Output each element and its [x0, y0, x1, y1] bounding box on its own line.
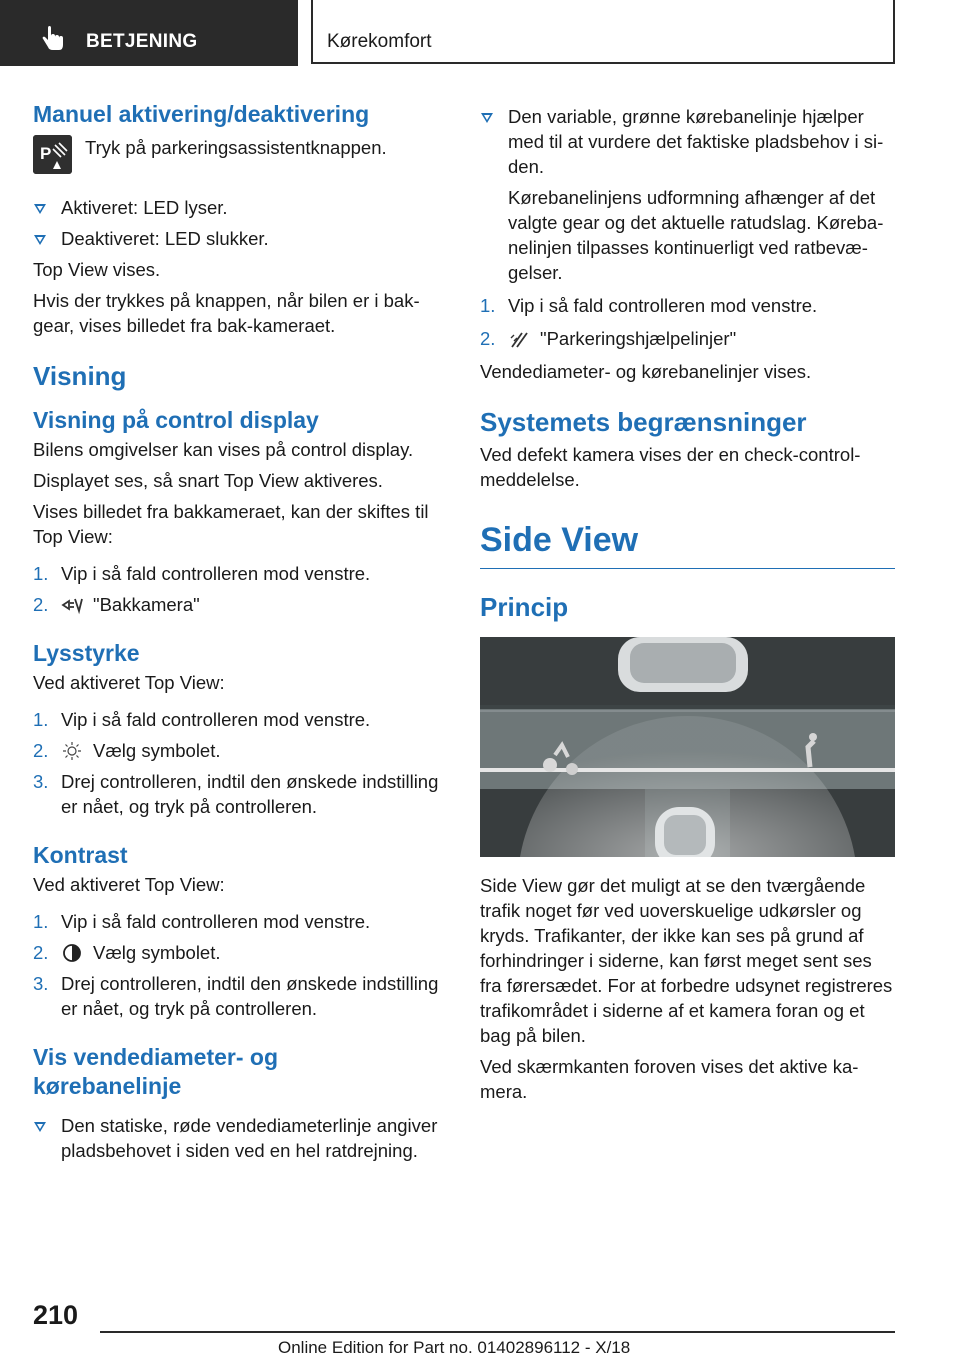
- cd-paragraph-3: Vises billedet fra bakkameraet, kan der skiftes til Top View:: [33, 501, 429, 547]
- brightness-icon: [61, 741, 83, 761]
- side-view-image: [480, 637, 895, 857]
- left-column: [33, 100, 448, 1163]
- triangle-bullet-icon: [34, 204, 46, 214]
- list-item: 1. Vip i så fald controlleren mod venstre.: [33, 709, 371, 730]
- manual-intro: Tryk på parkeringsassistentknappen.: [85, 137, 387, 158]
- section-tab: [0, 0, 298, 66]
- hand-pointer-icon: [40, 26, 66, 52]
- cd-paragraph-2: Displayet ses, så snart Top View aktiveres.: [33, 470, 383, 491]
- list-item: 2. Vælg symbolet.: [33, 942, 221, 963]
- list-item: Den statiske, røde vendediameterlinje angiver pladsbehovet i siden ved en hel ratdrejning.: [33, 1113, 448, 1163]
- green-continuation: Kørebanelinjens udformning afhænger af det valgte gear og det aktuelle ratudslag. Kørebanelinjen tilpasses kontinuerligt ved ratbevægelser.: [508, 187, 884, 283]
- lys-intro: Ved aktiveret Top View:: [33, 672, 225, 693]
- manual-activation-heading: Manuel aktivering/deaktivering: [33, 101, 370, 127]
- contrast-icon: [61, 943, 83, 963]
- triangle-bullet-icon: [34, 1122, 46, 1132]
- limits-heading: Systemets begrænsninger: [480, 407, 807, 437]
- list-item: Deaktiveret: LED slukker.: [33, 226, 448, 251]
- limits-paragraph: Ved defekt kamera vises der en check-control-meddelelse.: [480, 444, 861, 490]
- footer-divider: [100, 1331, 895, 1333]
- list-item: 1. Vip i så fald controlleren mod venstre.: [33, 563, 371, 584]
- parking-assistant-button-icon: [33, 135, 72, 174]
- list-item: 1. Vip i så fald controlleren mod venstre.: [33, 911, 371, 932]
- button-row: [33, 135, 448, 187]
- right-column: [480, 104, 895, 1104]
- list-item: 3. Drej controlleren, indtil den ønskede indstilling er nået, og tryk på controlleren.: [33, 771, 439, 817]
- rear-camera-icon: [61, 595, 83, 615]
- list-item: Den variable, grønne kørebanelinje hjælper med til at vurdere det faktiske pladsbehov i siden.: [480, 104, 895, 179]
- chapter-label: Kørekomfort: [327, 31, 432, 52]
- list-item: 2. "Bakkamera": [33, 594, 200, 615]
- lysstyrke-heading: Lysstyrke: [33, 640, 140, 666]
- list-item: Aktiveret: LED lyser.: [33, 195, 448, 220]
- visning-cd-heading: Visning på control display: [33, 407, 319, 433]
- kontrast-heading: Kontrast: [33, 842, 128, 868]
- triangle-bullet-icon: [34, 235, 46, 245]
- list-item: 2. "Parkeringshjælpelinjer": [480, 328, 737, 349]
- princip-heading: Princip: [480, 592, 569, 622]
- svg-text:P: P: [40, 144, 52, 163]
- vend-heading: Vis vendediameter- og kørebanelinje: [33, 1044, 278, 1099]
- list-item: 2. Vælg symbolet.: [33, 740, 221, 761]
- visning-heading: Visning: [33, 361, 127, 391]
- triangle-bullet-icon: [481, 113, 493, 123]
- side-view-heading: Side View: [480, 518, 895, 569]
- list-item: 3. Drej controlleren, indtil den ønskede indstilling er nået, og tryk på controlleren.: [33, 973, 439, 1019]
- chapter-box: [311, 0, 895, 64]
- reverse-paragraph: Hvis der trykkes på knappen, når bilen er i bakgear, vises billedet fra bak-kameraet.: [33, 290, 420, 336]
- section-label: BETJENING: [86, 31, 198, 52]
- page-number: 210: [33, 1300, 79, 1330]
- list-item: 1. Vip i så fald controlleren mod venstre.: [480, 295, 818, 316]
- cd-paragraph-1: Bilens omgivelser kan vises på control display.: [33, 439, 414, 460]
- parking-lines-icon: [508, 329, 530, 349]
- topview-shown: Top View vises.: [33, 259, 161, 280]
- lines-shown: Vendediameter- og kørebanelinjer vises.: [480, 361, 812, 382]
- edition-note: Online Edition for Part no. 01402896112 - X/18: [278, 1338, 631, 1357]
- princip-paragraph-2: Ved skærmkanten foroven vises det aktive kamera.: [480, 1056, 859, 1102]
- kon-intro: Ved aktiveret Top View:: [33, 874, 225, 895]
- princip-paragraph-1: Side View gør det muligt at se den tværgående trafik noget før ved uoverskuelige udkørsler og kryds. Trafikanter, der ikke kan ses på grund af forhindringer i siderne, kan først meget sent ses fra førersædet. For at forbedre udsynet registreres trafikområdet i siderne af et kamera foran og et bag på bilen.: [480, 875, 893, 1046]
- side-view-illustration: [480, 637, 895, 857]
